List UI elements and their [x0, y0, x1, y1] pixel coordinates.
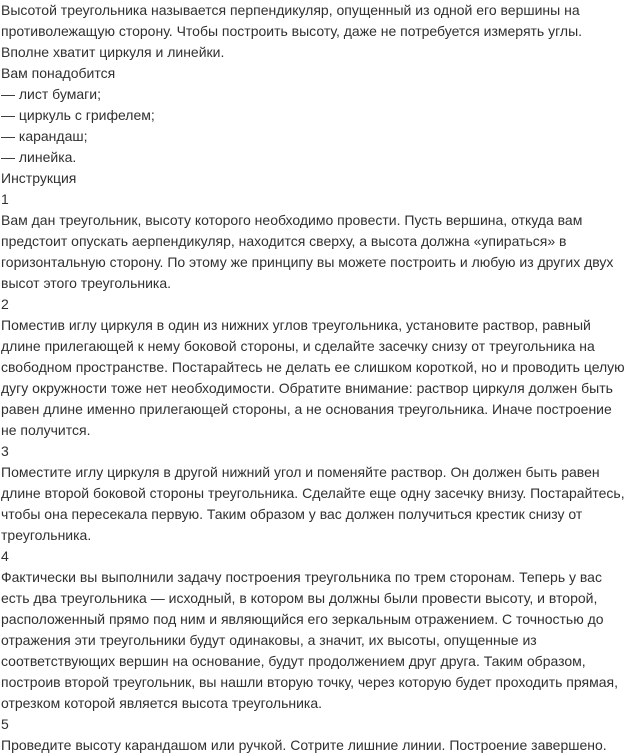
step-3 — [1, 441, 626, 546]
step-text: Проведите высоту карандашом или ручкой. Сотрите лишние линии. Построение завершено. — [1, 737, 607, 753]
step-text: Поместите иглу циркуля в другой нижний угол и поменяйте раствор. Он должен быть равен длине второй боковой стороны треугольника. Сделайте еще одну засечку внизу. Постарайтесь, чтобы она пересекала первую. Таким образом у вас должен получиться крестик снизу от треугольника. — [1, 464, 625, 543]
step-2 — [1, 294, 626, 441]
needed-item: — циркуль с грифелем; — [1, 107, 155, 123]
step-number: 2 — [1, 296, 9, 312]
step-4 — [1, 546, 626, 714]
needed-item: — лист бумаги; — [1, 86, 101, 102]
step-number: 1 — [1, 191, 9, 207]
step-number: 5 — [1, 716, 9, 732]
needed-item: — карандаш; — [1, 128, 88, 144]
step-1 — [1, 189, 626, 294]
needed-item: — линейка. — [1, 149, 77, 165]
needed-list — [1, 84, 626, 168]
step-text: Фактически вы выполнили задачу построения треугольника по трем сторонам. Теперь у вас есть два треугольника — исходный, в котором вы должны были провести высоту, и второй, расположенный прямо под ним и являющийся его зеркальным отражением. С точностью до отражения эти треугольники будут одинаковы, а значит, их высоты, опущенные из соответствующих вершин на основание, будут продолжением друг друга. Таким образом, построив второй треугольник, вы нашли вторую точку, через которую будет проходить прямая, отрезком которой является высота треугольника. — [1, 569, 618, 711]
step-text: Поместив иглу циркуля в один из нижних углов треугольника, установите раствор, равный длине прилегающей к нему боковой стороны, и сделайте засечку снизу от треугольника на свободном пространстве. Постарайтесь не делать ее слишком короткой, но и проводить целую дугу окружности тоже нет необходимости. Обратите внимание: раствор циркуля должен быть равен длине именно прилегающей стороны, а не основания треугольника. Иначе построение не получится. — [1, 317, 625, 438]
intro-paragraph: Высотой треугольника называется перпендикуляр, опущенный из одной его вершины на противолежащую сторону. Чтобы построить высоту, даже не потребуется измерять углы. Вполне хватит циркуля и линейки. — [1, 2, 583, 60]
step-5 — [1, 714, 626, 756]
step-number: 3 — [1, 443, 9, 459]
step-number: 4 — [1, 548, 9, 564]
step-text: Вам дан треугольник, высоту которого необходимо провести. Пусть вершина, откуда вам предстоит опускать аерпендикуляр, находится сверху, а высота должна «упираться» в горизонтальную сторону. По этому же принципу вы можете построить и любую из других двух высот этого треугольника. — [1, 212, 614, 291]
instruction-heading: Инструкция — [1, 170, 77, 186]
needed-heading: Вам понадобится — [1, 65, 116, 81]
article-body — [1, 0, 626, 756]
